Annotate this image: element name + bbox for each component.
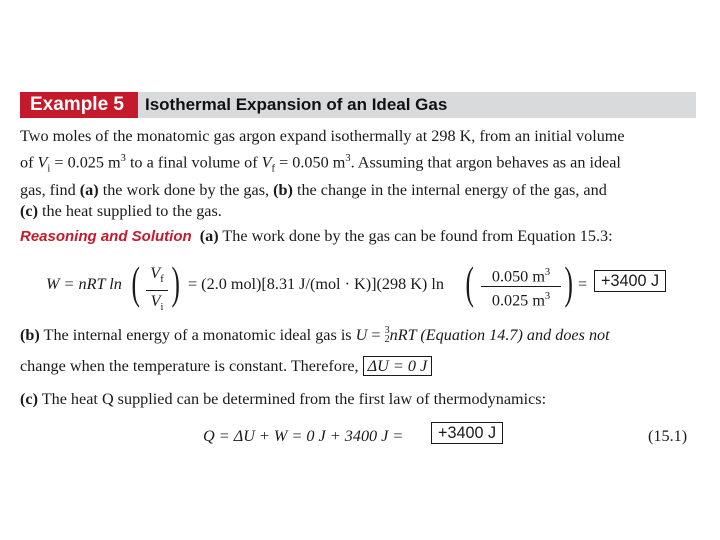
left-paren: ( — [131, 257, 140, 308]
fraction-volumes: 0.050 $m^3$ 0.025 $m^3$ — [481, 263, 561, 311]
problem-text: gas, find — [20, 180, 80, 199]
part-c-text: The heat Q supplied can be determined from the first law of thermodynamics: — [37, 390, 547, 408]
eq-a-middle: = (2.0 mol)[8.31 J/(mol · K)](298 K) ln — [188, 275, 444, 293]
part-c-label: (c) — [20, 390, 38, 408]
example-title: Isothermal Expansion of an Ideal Gas — [145, 95, 448, 114]
eq-c-expr — [203, 427, 403, 446]
intro-label: (a) — [199, 227, 219, 245]
part-b-line-1 — [20, 325, 700, 347]
part-b-line-2 — [20, 356, 700, 378]
part-a-label: (a) — [79, 180, 99, 199]
problem-text: to a final volume of — [125, 152, 262, 171]
frac-den: 0.025 m — [491, 291, 545, 310]
part-c-line — [20, 389, 700, 411]
part-b-text2: nRT (Equation 14.7) and does not — [389, 326, 610, 344]
part-b-line2-text: change when the temperature is constant. Therefore, — [20, 357, 363, 375]
right-paren: ) — [564, 257, 573, 308]
right-paren: ) — [171, 257, 180, 308]
frac-num: V — [150, 264, 161, 282]
problem-text: the heat supplied to the gas. — [37, 202, 222, 221]
example-header — [20, 92, 696, 118]
part-b-u: U — [355, 326, 368, 344]
solution-intro — [20, 226, 700, 248]
part-c-label: (c) — [20, 202, 38, 221]
frac-den-sub: i — [160, 302, 164, 314]
eq-c-result-box — [431, 424, 503, 443]
eq-a-lhs-text: W = nRT ln — [46, 275, 122, 293]
example-tag: Example 5 — [20, 92, 138, 118]
part-b-label: (b) — [273, 180, 293, 199]
delta-u-result: ΔU = 0 J — [367, 357, 428, 375]
problem-text: = 0.050 m — [275, 152, 346, 171]
part-b-text: The internal energy of a monatomic ideal gas is — [39, 326, 356, 344]
equation-number: (15.1) — [648, 427, 688, 445]
part-b-label: (b) — [20, 326, 40, 344]
frac-num-sub: f — [160, 274, 164, 286]
problem-line-1: Two moles of the monatomic gas argon expand isothermally at 298 K, from an initial volume — [20, 127, 625, 145]
frac-num: 0.050 m — [491, 267, 545, 286]
problem-text: . Assuming that argon behaves as an ideal — [350, 152, 621, 171]
problem-text: the change in the internal energy of the gas, and — [292, 180, 607, 199]
eq-a-equals: = — [578, 275, 588, 293]
eq-c-expr-text: Q = ΔU + W = 0 J + 3400 J = — [203, 427, 404, 445]
eq-c-result: +3400 J — [431, 422, 503, 444]
problem-text: = 0.025 m — [50, 152, 121, 171]
intro-text: The work done by the gas can be found from Equation 15.3: — [218, 227, 613, 245]
frac-den: V — [150, 292, 161, 311]
left-paren: ( — [465, 257, 474, 308]
eq-a-lhs — [46, 275, 122, 294]
reasoning-heading: Reasoning and Solution — [20, 228, 192, 245]
problem-statement: Two moles of the monatomic gas argon expand isothermally at 298 K, from an initial volume of $V_i = 0.025$ $m^3$ to a final volume of $V_f = 0.050$ $m^3$. Assuming that argon behaves as an ideal gas, find (a) the work done by the gas, (b) the change in the internal energy of the gas, and (c) the heat supplied to the gas. — [20, 127, 625, 221]
eq-a-result-box — [594, 272, 666, 291]
fraction-vf-vi — [146, 263, 168, 318]
delta-u-box — [363, 356, 433, 376]
problem-text: the work done by the gas, — [98, 180, 274, 199]
part-b-eq: = — [367, 326, 385, 344]
three-halves: 3 2 — [384, 325, 390, 345]
problem-text: of — [20, 152, 38, 171]
eq-a-result: +3400 J — [594, 270, 666, 292]
